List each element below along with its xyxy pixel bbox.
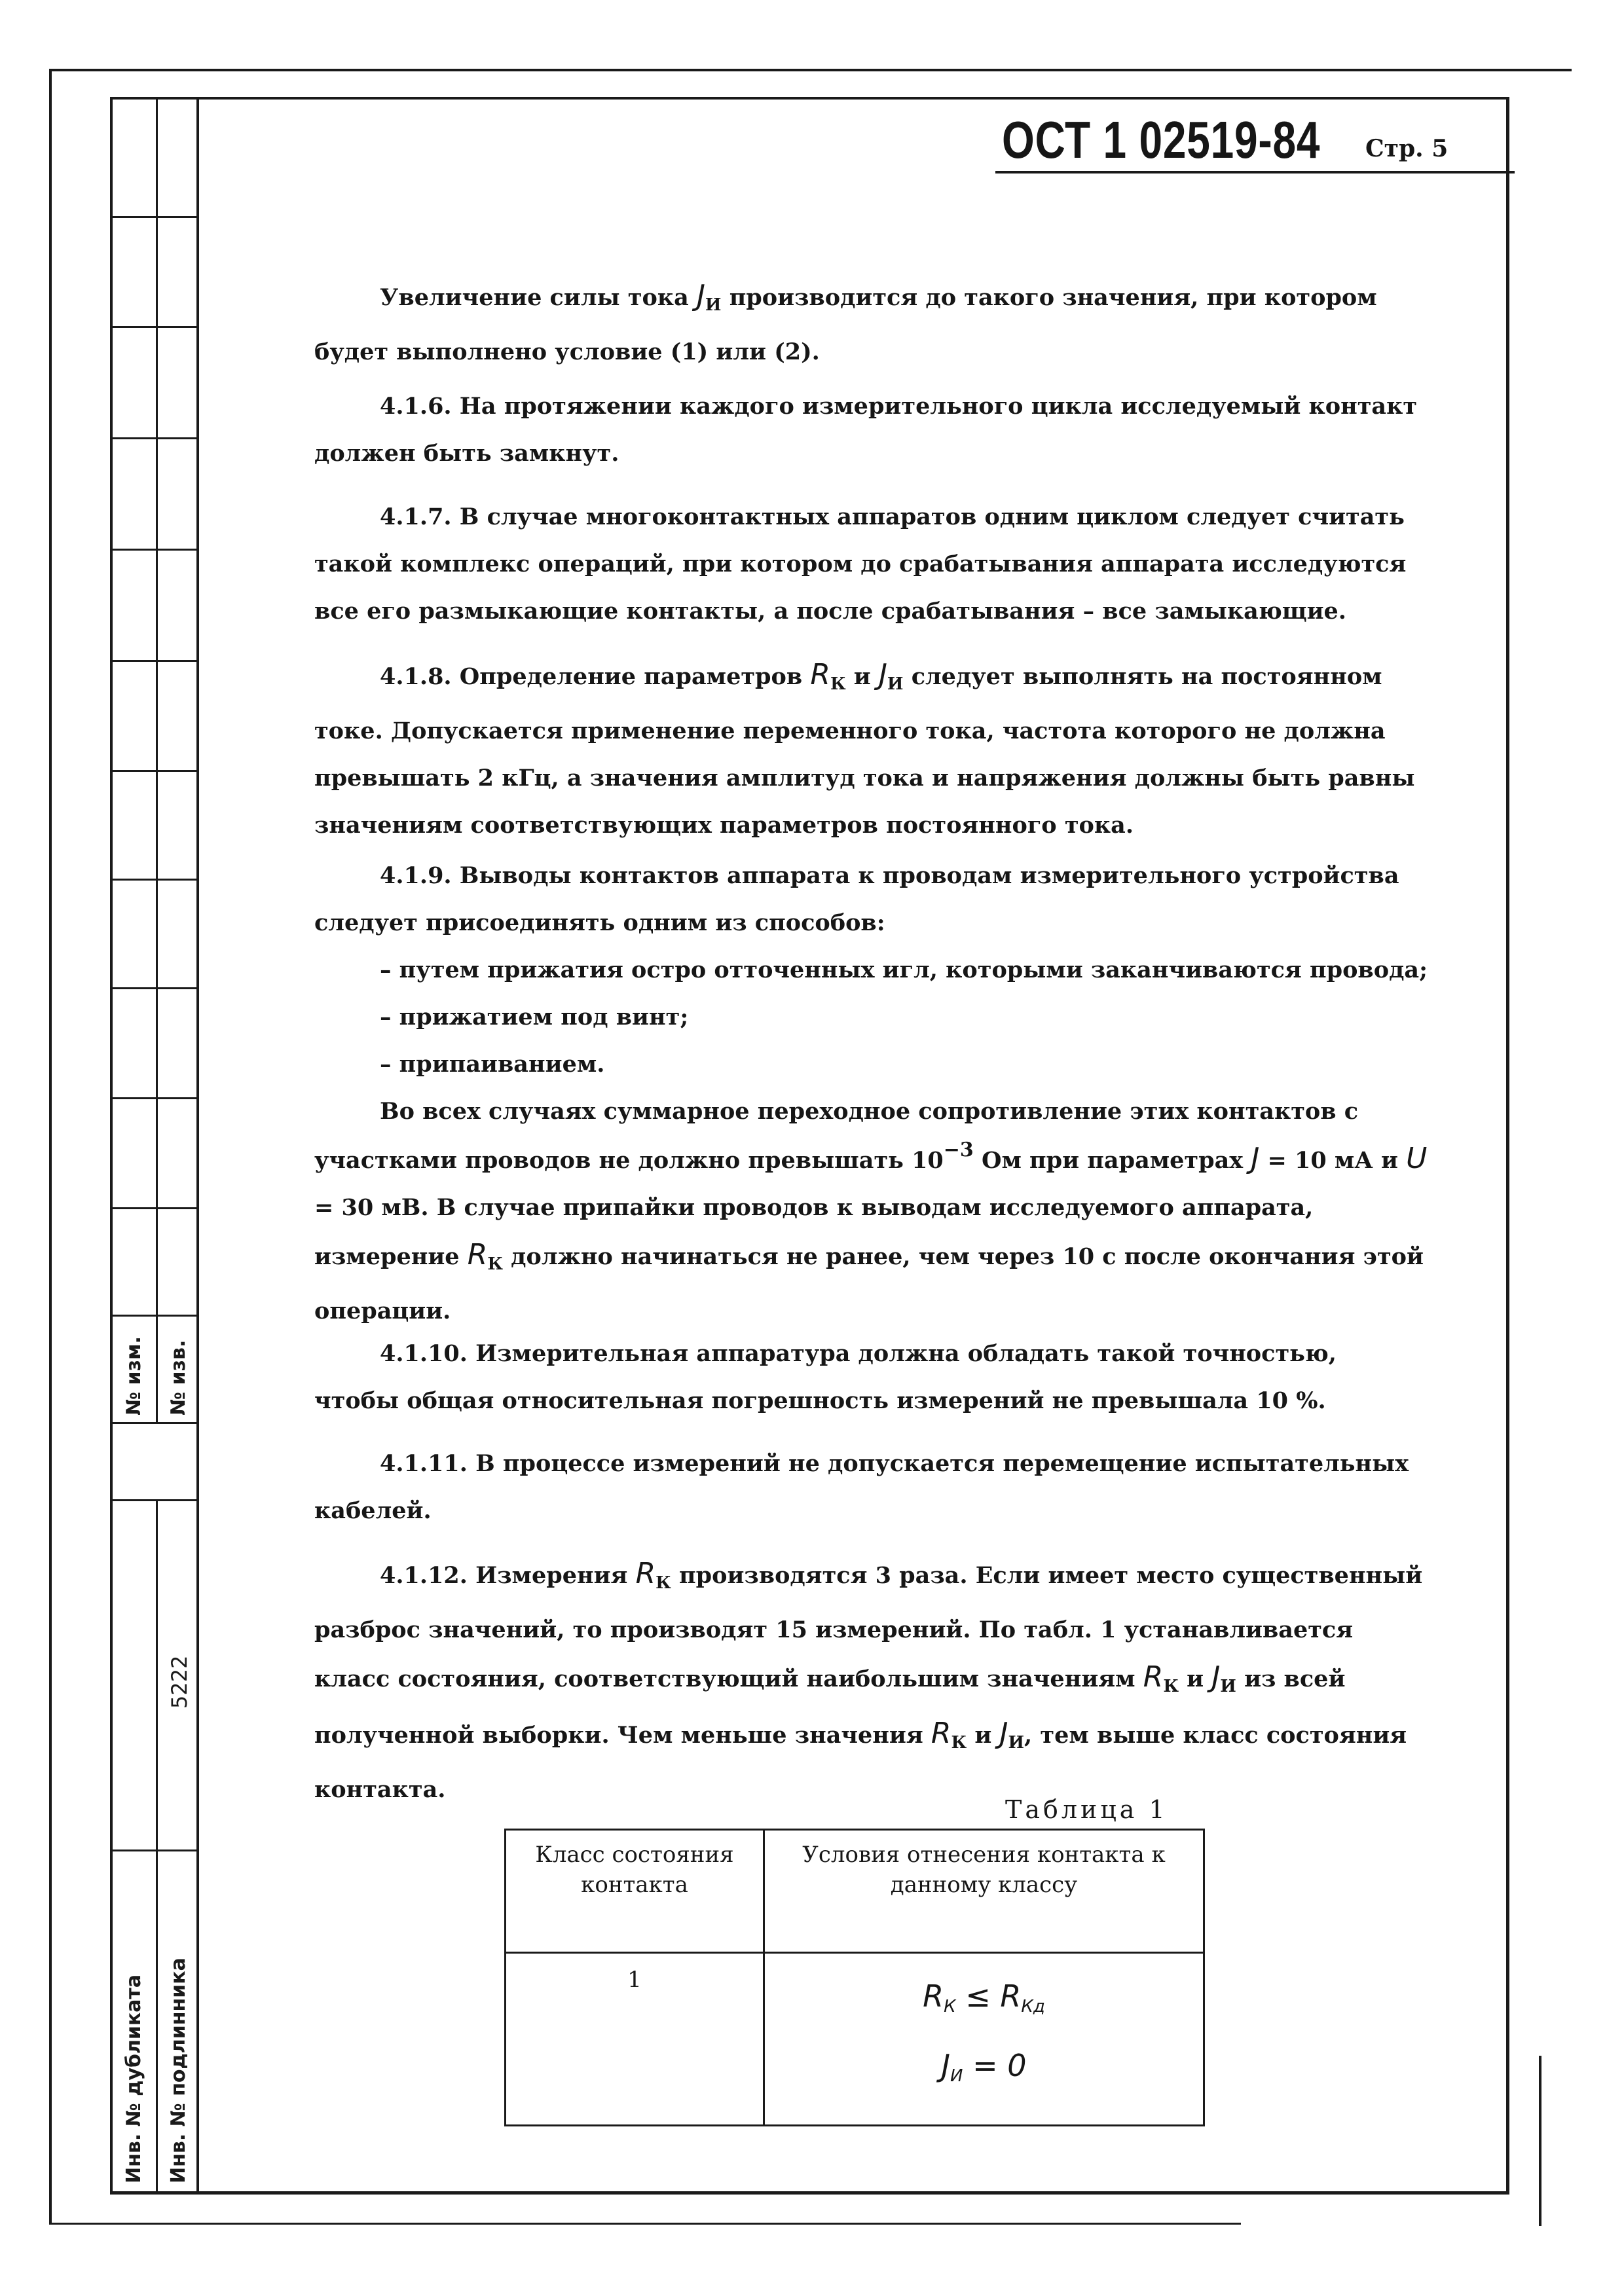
- sidebar-row-line: [110, 879, 198, 881]
- page-label: Стр. 5: [1365, 135, 1449, 162]
- current-symbol: J: [696, 279, 705, 312]
- table-header-conditions: Условия отнесения контакта к данному классу: [764, 1830, 1204, 1953]
- resistance-symbol: R: [810, 658, 830, 691]
- paragraph-4-1-8: 4.1.8. Определение параметров $R_К$ и $J_И$ следует выполнять на постоянном токе. Допускается применение переменного тока, частота которого не должна превышать 2 кГц, а значения амплитуд тока и напряжения должны быть равны значениям соответствующих параметров постоянного тока.: [314, 658, 1415, 839]
- sidebar-mid-line-lower: [156, 1499, 158, 2195]
- class-table: [504, 1829, 1205, 2126]
- sidebar-izv-label: № изв.: [167, 1339, 190, 1415]
- sidebar-row-line: [110, 1207, 198, 1209]
- right-scan-edge: [1539, 2056, 1541, 2226]
- sidebar-row-line: [110, 1097, 198, 1099]
- table-row: [506, 1953, 1204, 2126]
- resistance-symbol: R: [1143, 1660, 1164, 1694]
- exponent: −3: [943, 1139, 974, 1161]
- table-header-class: Класс состояния контакта: [506, 1830, 764, 1953]
- resistance-symbol: R: [467, 1238, 488, 1271]
- list-item: – путем прижатия остро отточенных игл, которыми заканчиваются провода;: [380, 957, 1428, 983]
- content-left-line: [196, 97, 199, 2195]
- table-caption: Таблица 1: [1005, 1795, 1168, 1824]
- sidebar-row-line: [110, 549, 198, 551]
- resistance-symbol: R: [635, 1557, 656, 1590]
- header-underline: [995, 171, 1515, 173]
- sidebar-row-line: [110, 660, 198, 662]
- paragraph-4-1-7: 4.1.7. В случае многоконтактных аппаратов одним циклом следует считать такой комплекс операций, при котором до срабатывания аппарата исследуются все его размыкающие контакты, а после срабатывания – все замыкающие.: [314, 503, 1407, 625]
- condition-formula: $R_К \le R_{Кд}$: [923, 1978, 1045, 2016]
- current-symbol: J: [999, 1717, 1008, 1750]
- paragraph-4-1-6: 4.1.6. На протяжении каждого измерительного цикла исследуемый контакт должен быть замкнут.: [314, 393, 1418, 467]
- sidebar-row-line: [110, 437, 198, 439]
- paragraph-current-increase: Увеличение силы тока $J_И$ производится до такого значения, при котором будет выполнено условие (1) или (2).: [314, 279, 1377, 365]
- sidebar-row-line: [110, 1850, 198, 1851]
- condition-formula: $J_И = 0$: [941, 2048, 1027, 2086]
- current-symbol: J: [878, 658, 887, 691]
- sidebar-inv-original-label: Инв. № подлинника: [167, 1958, 190, 2183]
- current-symbol: J: [1211, 1660, 1221, 1694]
- sidebar-row-line: [110, 216, 198, 218]
- sidebar-inv-duplicate-label: Инв. № дубликата: [122, 1974, 145, 2183]
- table-cell-class: 1: [506, 1953, 764, 2126]
- inner-frame-bottom: [110, 2191, 1509, 2195]
- current-symbol: J: [1251, 1142, 1260, 1175]
- inner-frame-top: [110, 97, 1508, 100]
- inner-frame-right: [1506, 97, 1509, 2193]
- outer-frame-left: [49, 69, 52, 2224]
- sidebar-row-line: [110, 1499, 198, 1501]
- list-item: – припаиванием.: [380, 1051, 605, 1078]
- table-header-row: [506, 1830, 1204, 1953]
- bottom-scan-line: [49, 2223, 1241, 2225]
- sidebar-ref-number: 5222: [167, 1655, 192, 1709]
- sidebar-row-line: [110, 1422, 198, 1424]
- sidebar-row-line: [110, 987, 198, 989]
- sidebar-izm-label: № изм.: [122, 1336, 145, 1415]
- table-cell-conditions: [764, 1953, 1204, 2126]
- sidebar-left-line: [110, 97, 113, 2195]
- sidebar-row-line: [110, 770, 198, 772]
- list-item: – прижатием под винт;: [380, 1004, 689, 1030]
- sidebar-row-line: [110, 326, 198, 328]
- paragraph-4-1-9: 4.1.9. Выводы контактов аппарата к проводам измерительного устройства следует присоединять одним из способов:: [314, 862, 1399, 936]
- standard-number: ОСТ 1 02519-84: [1002, 111, 1321, 169]
- sidebar-row-line: [110, 1315, 198, 1317]
- paragraph-4-1-12: 4.1.12. Измерения $R_К$ производятся 3 раза. Если имеет место существенный разброс значений, то производят 15 измерений. По табл. 1 устанавливается класс состояния, соответствующий наибольшим значениям $R_К$ и $J_И$ из всей полученной выборки. Чем меньше значения $R_К$ и $J_И$, тем выше класс состояния контакта.: [314, 1557, 1423, 1803]
- outer-frame-top: [49, 69, 1572, 71]
- paragraph-4-1-10: 4.1.10. Измерительная аппаратура должна обладать такой точностью, чтобы общая относительная погрешность измерений не превышала 10 %.: [314, 1340, 1337, 1414]
- voltage-symbol: U: [1406, 1142, 1428, 1175]
- paragraph-resistance-limits: Во всех случаях суммарное переходное сопротивление этих контактов с участками проводов не должно превышать $10^{-3}$ Ом при параметрах J = 10 мА и U = 30 мВ. В случае припайки проводов к выводам исследуемого аппарата, измерение $R_К$ должно начинаться не ранее, чем через 10 с после окончания этой операции.: [314, 1098, 1428, 1324]
- sidebar-mid-line: [156, 97, 158, 1423]
- resistance-symbol: R: [931, 1717, 951, 1750]
- paragraph-4-1-11: 4.1.11. В процессе измерений не допускается перемещение испытательных кабелей.: [314, 1450, 1409, 1524]
